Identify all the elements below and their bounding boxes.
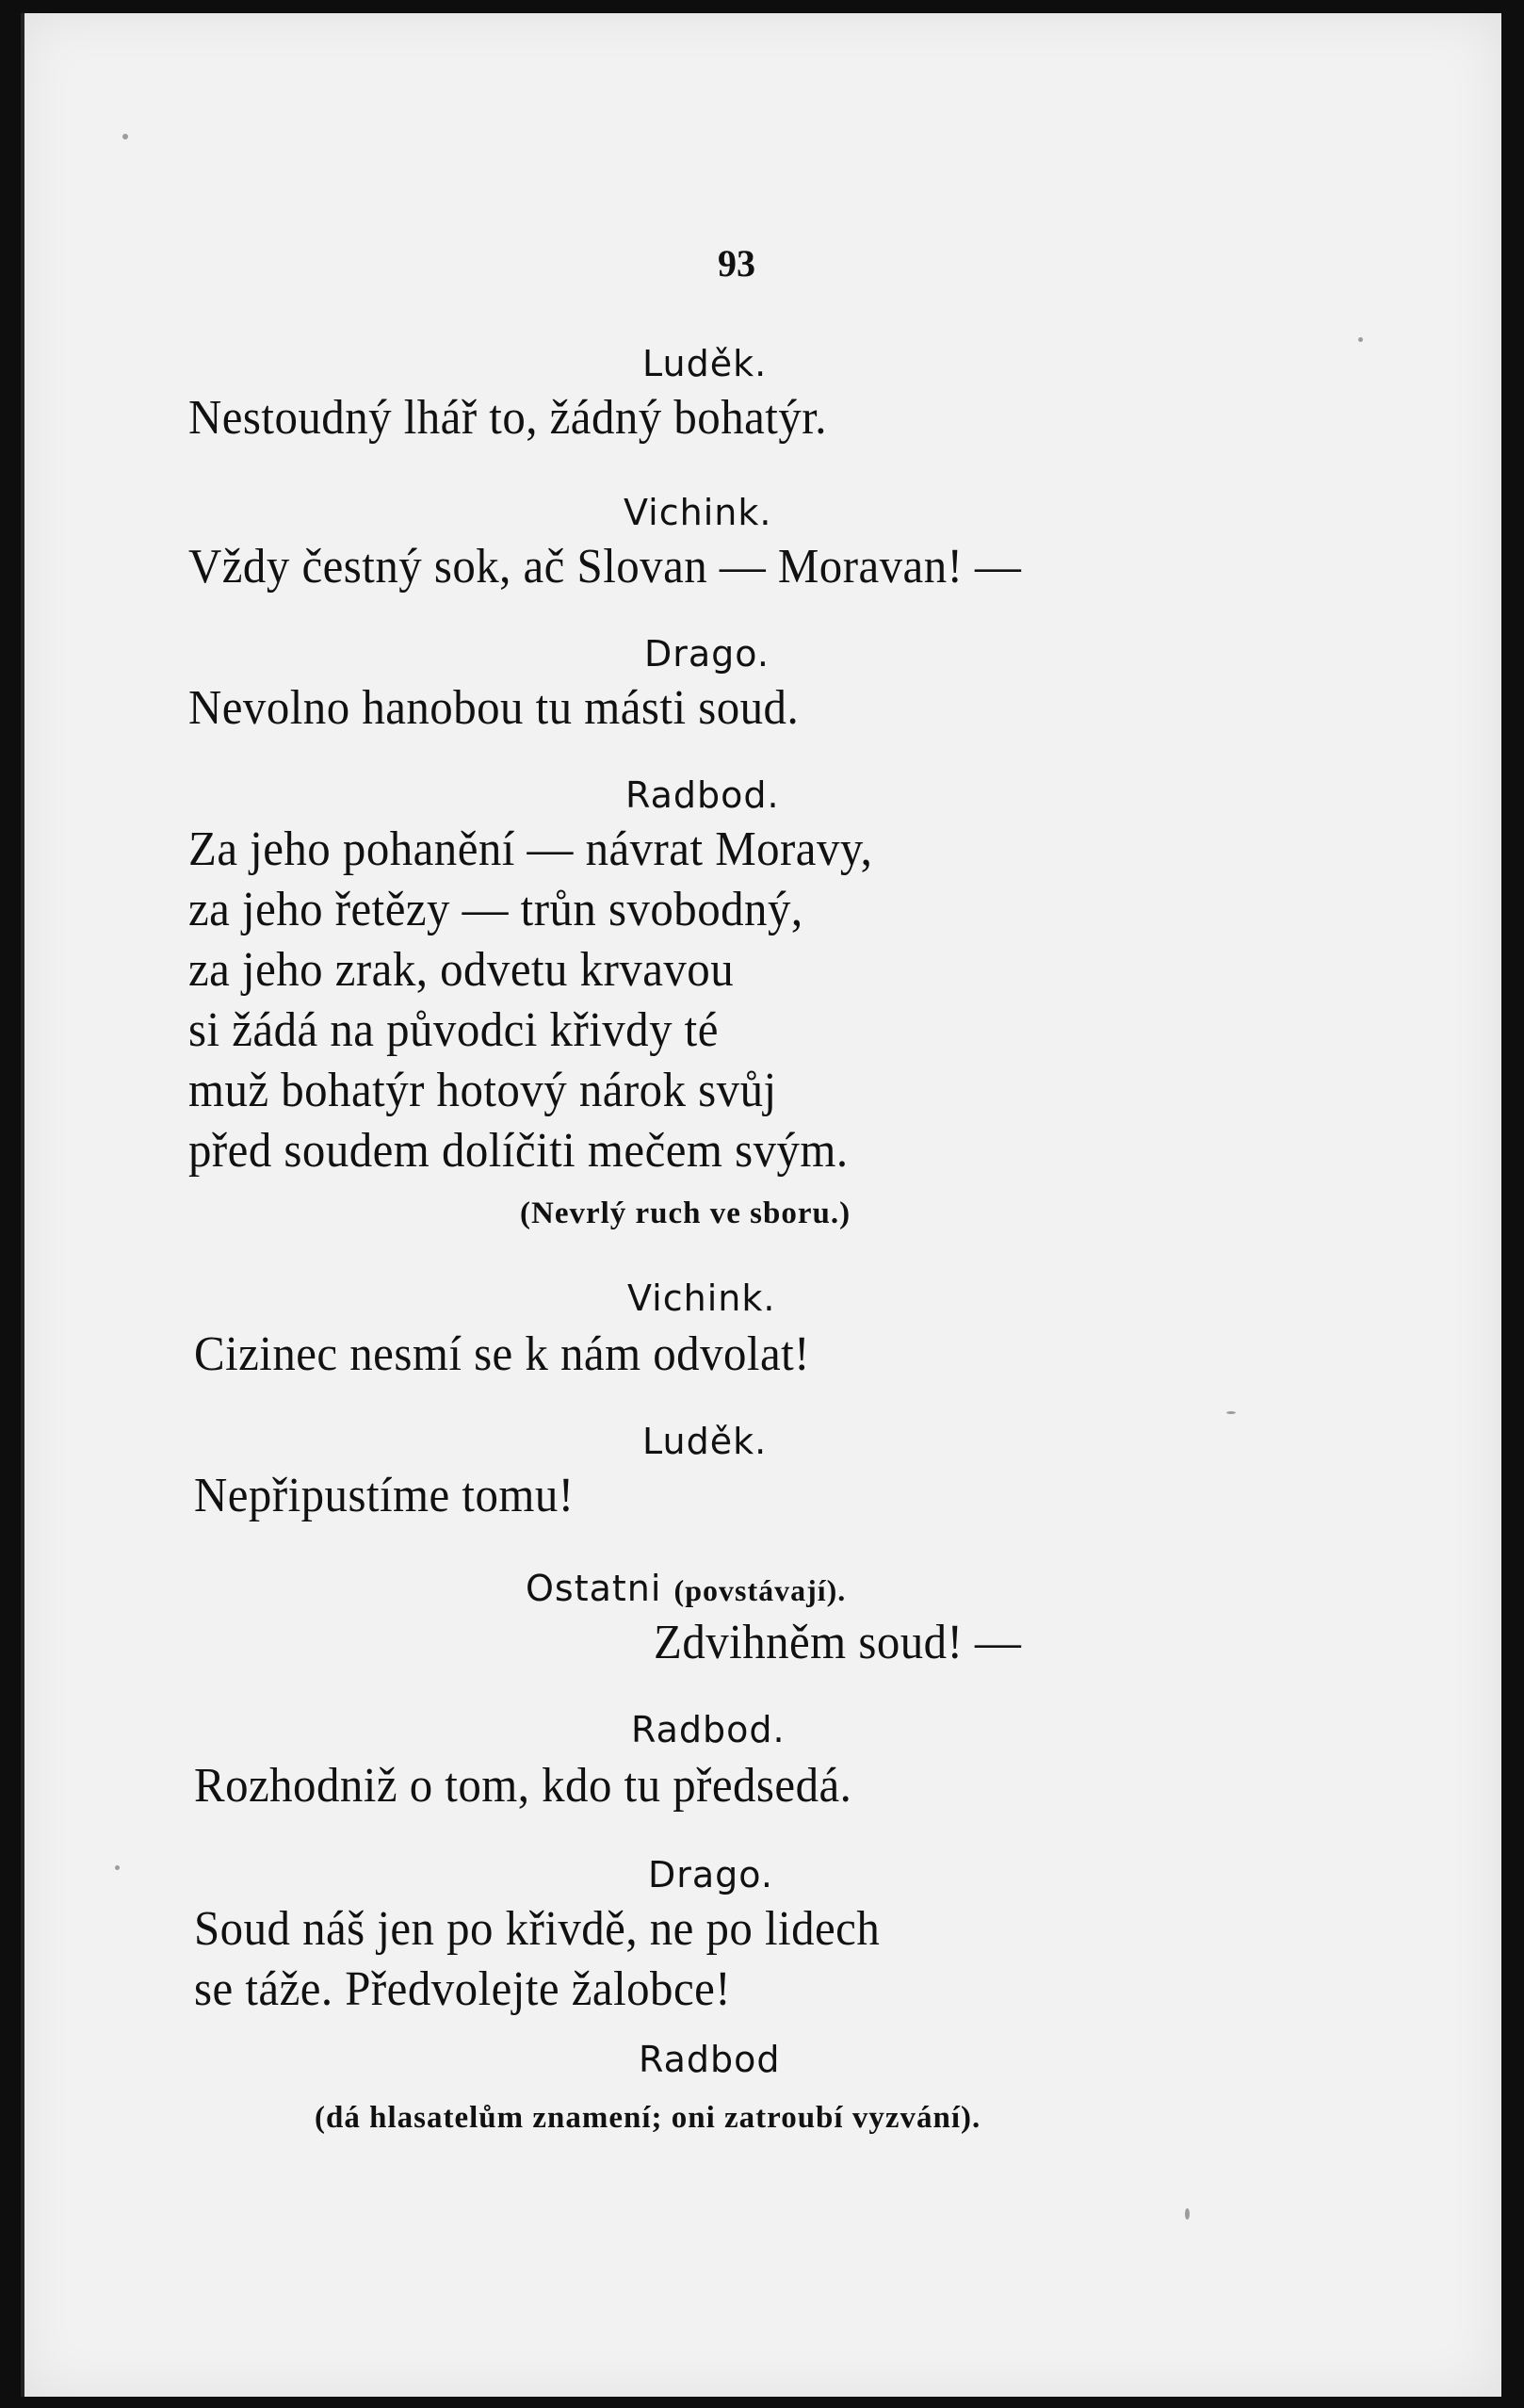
scan-speck xyxy=(122,134,128,139)
scan-speck xyxy=(1358,337,1363,342)
verse-line: Rozhodniž o tom, kdo tu předsedá. xyxy=(194,1759,852,1813)
scan-speck xyxy=(1226,1411,1236,1414)
verse-line: Vždy čestný sok, ač Slovan — Moravan! — xyxy=(188,540,1022,594)
verse-line: za jeho řetězy — trůn svobodný, xyxy=(188,883,803,936)
verse-line: Za jeho pohanění — návrat Moravy, xyxy=(188,822,873,876)
verse-line: před soudem dolíčiti mečem svým. xyxy=(188,1124,849,1178)
verse-line: muž bohatýr hotový nárok svůj xyxy=(188,1064,777,1117)
scan-speck xyxy=(115,1865,120,1870)
verse-line: Nevolno hanobou tu másti soud. xyxy=(188,681,800,735)
stage-direction: (Nevrlý ruch ve sboru.) xyxy=(520,1196,851,1230)
play-text xyxy=(21,13,1501,2397)
stage-direction: (dá hlasatelům znamení; oni zatroubí vyzvání). xyxy=(315,2101,981,2135)
speaker-name: Vichink. xyxy=(627,1277,776,1319)
verse-line: Cizinec nesmí se k nám odvolat! xyxy=(194,1327,810,1381)
speaker-name: Vichink. xyxy=(624,492,772,533)
verse-line: Soud náš jen po křivdě, ne po lidech xyxy=(194,1902,881,1956)
verse-line: se táže. Předvolejte žalobce! xyxy=(194,1962,732,2016)
book-page xyxy=(21,13,1501,2397)
speaker-note: (povstávají). xyxy=(673,1573,847,1607)
verse-line: za jeho zrak, odvetu krvavou xyxy=(188,943,735,997)
verse-line: Nestoudný lhář to, žádný bohatýr. xyxy=(188,391,827,445)
speaker-name: Drago. xyxy=(648,1854,773,1895)
speaker-name: Radbod. xyxy=(631,1709,786,1750)
verse-line: Nepřipustíme tomu! xyxy=(194,1469,575,1522)
speaker-name: Luděk. xyxy=(642,1421,768,1462)
speaker-name: Luděk. xyxy=(642,343,768,384)
speaker-name xyxy=(526,1568,846,1609)
page-number: 93 xyxy=(718,242,755,285)
speaker-name: Drago. xyxy=(644,633,770,675)
speaker-label: Ostatni xyxy=(526,1568,662,1609)
scan-speck xyxy=(1185,2208,1190,2220)
verse-line: si žádá na původci křivdy té xyxy=(188,1003,719,1057)
verse-line: Zdvihněm soud! — xyxy=(654,1616,1022,1669)
speaker-name: Radbod xyxy=(639,2039,781,2080)
speaker-name: Radbod. xyxy=(625,774,780,816)
